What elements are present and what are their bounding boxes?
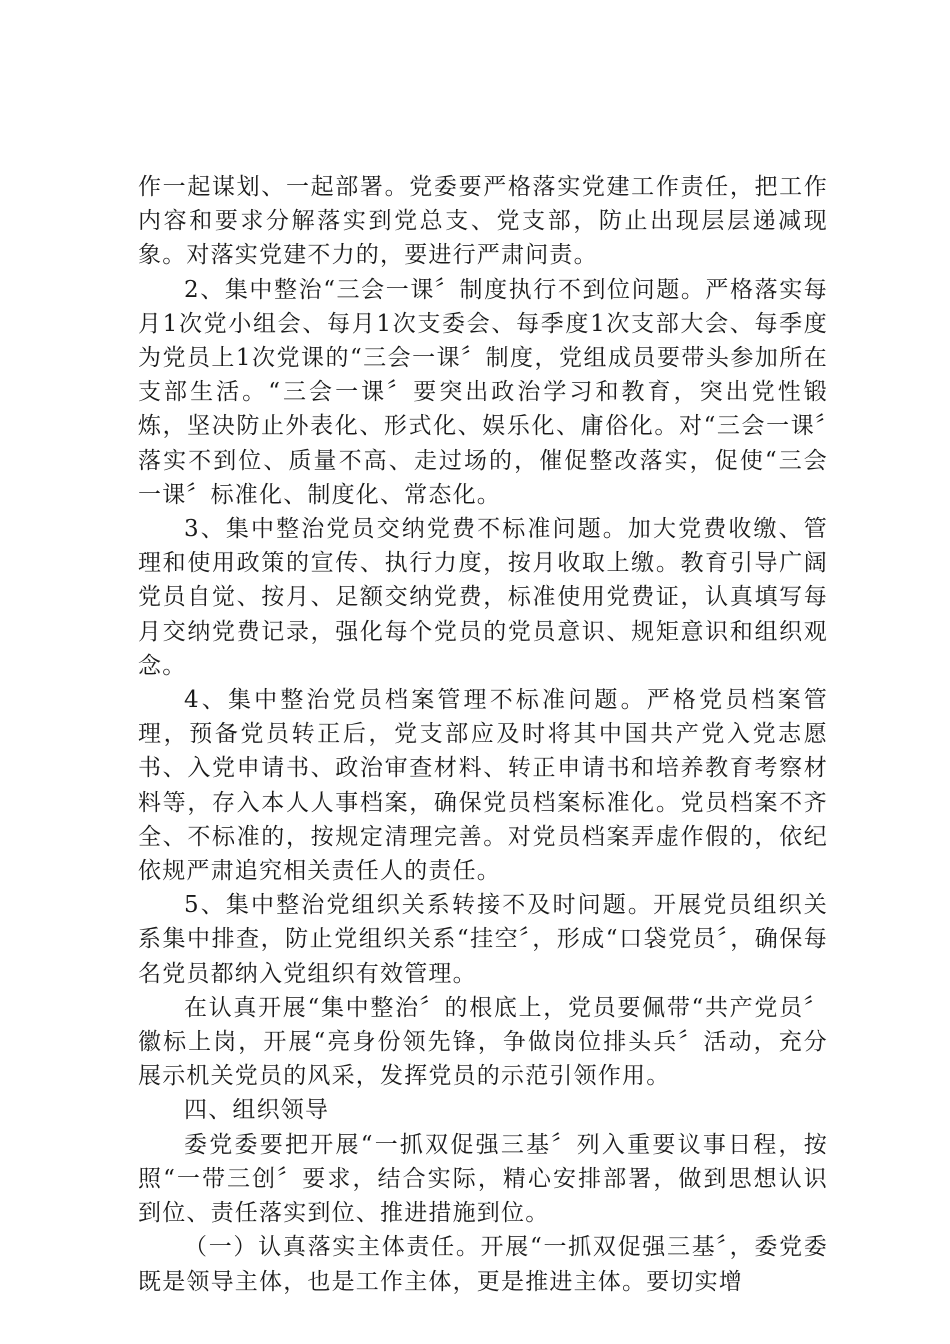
paragraph-6: 在认真开展“集中整治〞的根底上，党员要佩带“共产党员〞徽标上岗，开展“亮身份领先锋，争做岗位排头兵〞活动，充分展示机关党员的风采，发挥党员的示范引领作用。 [138,994,828,1090]
paragraph-5: 5、集中整治党组织关系转接不及时问题。开展党员组织关系集中排查，防止党组织关系“挂空〞，形成“口袋党员〞，确保每名党员都纳入党组织有效管理。 [138,892,828,987]
paragraph-2: 2、集中整治“三会一课〞制度执行不到位问题。严格落实每月1次党小组会、每月1次支委会、每季度1次支部大会、每季度为党员上1次党课的“三会一课〞制度，党组成员要带头参加所在支部生活。“三会一课〞要突出政治学习和教育，突出党性锻炼，坚决防止外表化、形式化、娱乐化、庸俗化。对“三会一课〞落实不到位、质量不高、走过场的，催促整改落实，促使“三会一课〞标准化、制度化、常态化。 [138,276,828,508]
section-heading: 四、组织领导 [184,1097,330,1124]
paragraph-4: 4、集中整治党员档案管理不标准问题。严格党员档案管理，预备党员转正后，党支部应及时将其中国共产党入党志愿书、入党申请书、政治审查材料、转正申请书和培养教育考察材料等，存入本人人事档案，确保党员档案标准化。党员档案不齐全、不标准的，按规定清理完善。对党员档案弄虚作假的，依纪依规严肃追究相关责任人的责任。 [138,687,828,885]
paragraph-7: 委党委要把开展“一抓双促强三基〞列入重要议事日程，按照“一带三创〞要求，结合实际，精心安排部署，做到思想认识到位、责任落实到位、推进措施到位。 [138,1131,828,1227]
document-body [138,170,828,1299]
paragraph-1: 作一起谋划、一起部署。党委要严格落实党建工作责任，把工作内容和要求分解落实到党总支、党支部，防止出现层层递减现象。对落实党建不力的，要进行严肃问责。 [138,174,828,269]
paragraph-3: 3、集中整治党员交纳党费不标准问题。加大党费收缴、管理和使用政策的宣传、执行力度，按月收取上缴。教育引导广阔党员自觉、按月、足额交纳党费，标准使用党费证，认真填写每月交纳党费记录，强化每个党员的党员意识、规矩意识和组织观念。 [138,516,828,679]
paragraph-8: （一）认真落实主体责任。开展“一抓双促强三基〞，委党委既是领导主体，也是工作主体，更是推进主体。要切实增 [138,1234,828,1295]
